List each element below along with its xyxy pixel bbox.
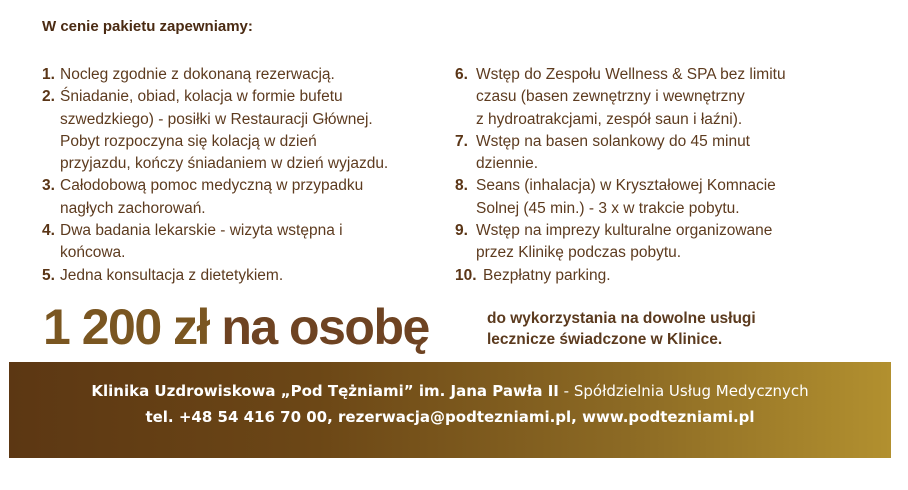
item-text: Całodobową pomoc medyczną w przypadku [60,177,364,195]
list-item [42,86,442,175]
item-text: Śniadanie, obiad, kolacja w formie bufetu [60,88,343,106]
item-number: 5. [42,266,55,284]
item-text: Nocleg zgodnie z dokonaną rezerwacją. [60,66,335,83]
item-number: 2. [42,88,55,106]
item-text: Wstęp na imprezy kulturalne organizowane [476,222,773,240]
item-text: Solnej (45 min.) - 3 x w trakcie pobytu. [476,199,740,217]
item-text: szwedzkiego) - posiłki w Restauracji Głównej. [60,110,373,128]
list-item [455,175,875,220]
item-text: Seans (inhalacja) w Kryształowej Komnacie [476,177,776,195]
item-number: 7. [455,132,468,150]
package-price [43,296,429,358]
list-item [455,64,875,131]
item-number: 10. [455,266,477,284]
item-number: 8. [455,177,468,195]
list-item [455,265,875,287]
item-text: nagłych zachorowań. [60,199,206,217]
item-text: przyjazdu, kończy śniadaniem w dzień wyjazdu. [60,155,389,173]
price-amount: 1 200 zł [43,299,209,355]
item-text: dziennie. [476,155,539,173]
list-item [42,175,442,220]
item-text: Dwa badania lekarskie - wizyta wstępna i [60,222,343,240]
item-text: końcowa. [60,244,126,262]
item-text: czasu (basen zewnętrzny i wewnętrzny [476,88,745,106]
item-number: 4. [42,222,55,240]
list-item [42,64,442,86]
clinic-name: Klinika Uzdrowiskowa „Pod Tężniami” im. Jana Pawła II [91,382,559,400]
package-heading: W cenie pakietu zapewniamy: [42,18,253,35]
item-text: Pobyt rozpoczyna się kolacją w dzień [60,132,317,150]
item-number: 1. [42,66,55,83]
item-number: 9. [455,222,468,240]
benefits-list-right [455,64,875,287]
item-text: Wstęp do Zespołu Wellness & SPA bez limitu [476,66,786,83]
item-number: 6. [455,66,468,83]
organization-name: Spółdzielnia Usług Medycznych [573,382,809,400]
item-text: Bezpłatny parking. [483,266,611,284]
price-note-line: lecznicze świadczone w Klinice. [487,331,723,348]
name-separator: - [558,382,574,400]
contact-info: tel. +48 54 416 70 00, rezerwacja@podtezniami.pl, www.podtezniami.pl [145,408,755,426]
benefits-list-left [42,64,442,287]
list-item [455,131,875,176]
price-note-line: do wykorzystania na dowolne usługi [487,310,756,327]
price-per-person: na osobę [221,299,429,355]
item-text: Wstęp na basen solankowy do 45 minut [476,132,750,150]
contact-footer [9,362,891,458]
item-text: Jedna konsultacja z dietetykiem. [60,266,284,284]
item-text: z hydroatrakcjami, zespół saun i łaźni). [476,110,743,128]
list-item [42,265,442,287]
item-number: 3. [42,177,55,195]
price-note [487,308,756,350]
clinic-name-line [9,382,891,400]
list-item [42,220,442,265]
list-item [455,220,875,265]
item-text: przez Klinikę podczas pobytu. [476,244,682,262]
